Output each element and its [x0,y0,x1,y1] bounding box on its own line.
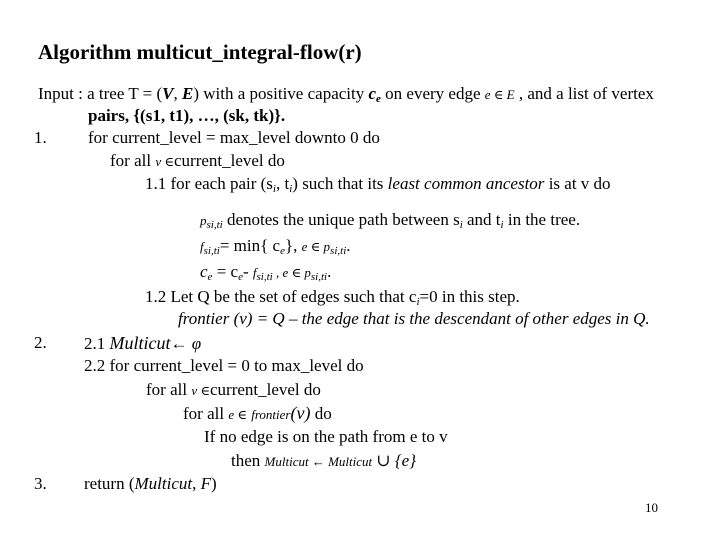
step-1-number: 1. [34,128,47,147]
cap-minus: - [242,262,253,281]
s21-number: 2.1 [84,334,106,353]
then-line [231,451,416,472]
capacity-symbol: c [368,84,377,103]
path-i: i [459,219,463,231]
frontier-arg: (v) [290,403,311,423]
v-in-symbol: v ∈ [155,154,174,169]
input-line-2 [88,106,285,126]
lca-text: least common ancestor [387,174,545,193]
flow-close: }, [284,236,298,255]
vertex-set: V [162,84,174,103]
comma: , [173,84,182,103]
s12-sub: i [416,296,420,308]
edge-membership: e ∈ E [484,87,515,102]
input-line-1 [38,84,654,105]
flow-min: = min{ c [219,236,281,255]
flow-e: e [280,245,285,257]
flow-dot: . [346,236,351,255]
then-word: then [231,451,261,470]
step-1-1 [145,174,611,194]
path-symbol: p [200,213,207,228]
cap-in-sub: si,ti [310,271,328,283]
step-2-2: 2.2 for current_level = 0 to max_level do [84,356,364,375]
frontier-fn: frontier [251,407,291,422]
v-in-symbol-2: v ∈ [191,383,210,398]
path-text: denotes the unique path between s [222,210,460,229]
path-and: and t [462,210,501,229]
capacity-update [200,262,331,283]
input-text-mid: ) with a positive capacity [193,84,369,103]
s12-tail: =0 in this step. [419,287,520,306]
step-2-1 [84,333,201,354]
flow-definition [200,236,351,257]
s11-text-d: is at v do [544,174,611,193]
frontier-text: (v) = Q – the edge that is the descendant of other edges in Q. [229,309,650,328]
multicut-init: Multicut [109,333,171,353]
path-i-b: i [500,219,504,231]
s12-text: 1.2 Let Q be the set of edges such that c [145,287,417,306]
return-comma: , [192,474,201,493]
frontier-definition [178,309,650,329]
capacity-sub: e [376,93,381,105]
flow-in-sub: si,ti [330,245,347,257]
return-f: F [200,474,212,493]
forall-text: for all [110,151,152,170]
cap-fsub: si,ti [256,271,273,283]
frontier-word: frontier [178,309,230,328]
s11-sub-b: i [289,183,293,195]
input-text: Input : a tree T = ( [38,84,163,103]
path-definition [200,210,580,231]
forall3-text: for all [183,404,225,423]
return-multicut: Multicut [134,474,193,493]
path-sub: si,ti [206,219,223,231]
s11-text-b: , t [275,174,290,193]
path-end: in the tree. [503,210,581,229]
assign-arrow: ← [308,454,329,469]
s11-sub: i [272,183,276,195]
cap-c: c [200,262,208,281]
step-2-forall-edge [183,403,332,425]
step-1-loop: for current_level = max_level downto 0 do [88,128,380,147]
terminal-pairs: pairs, {(s1, t1), …, (sk, tk)}. [88,106,286,125]
cap-in: , e ∈ p [272,265,311,280]
step-2-forall [146,380,321,401]
cap-e: e [207,271,213,283]
forall2-text: for all [146,380,188,399]
forall-tail: current_level do [173,151,285,170]
cap-f: f [252,265,257,280]
flow-in: e ∈ p [301,239,331,254]
step-3-number: 3. [34,474,47,493]
flow-symbol: f [200,239,204,254]
step-1-forall [110,151,285,172]
s11-text-c: ) such that its [292,174,388,193]
if-condition: If no edge is on the path from e to v [204,427,448,446]
page-number: 10 [645,500,658,515]
algorithm-title: Algorithm multicut_integral-flow(r) [38,40,362,64]
input-text-on: on every edge [380,84,485,103]
e-in-symbol: e ∈ [228,407,247,422]
flow-sub: si,ti [203,245,220,257]
return-line [84,474,217,494]
edge-set: E [182,84,194,103]
return-close: ) [211,474,217,493]
s11-text: 1.1 for each pair (s [145,174,273,193]
forall2-tail: current_level do [209,380,321,399]
return-text: return ( [84,474,135,493]
multicut-rhs: Multicut [328,454,373,469]
input-text-tail: , and a list of vertex [514,84,654,103]
multicut-lhs: Multicut [264,454,309,469]
union-e: ∪ {e} [372,451,417,470]
cap-e2: e [238,271,243,283]
step-2-number: 2. [34,333,47,352]
forall3-do: do [314,404,332,423]
cap-eq: = c [212,262,239,281]
step-1-2 [145,287,520,307]
cap-dot: . [327,262,332,281]
assign-empty: ← φ [170,334,202,353]
